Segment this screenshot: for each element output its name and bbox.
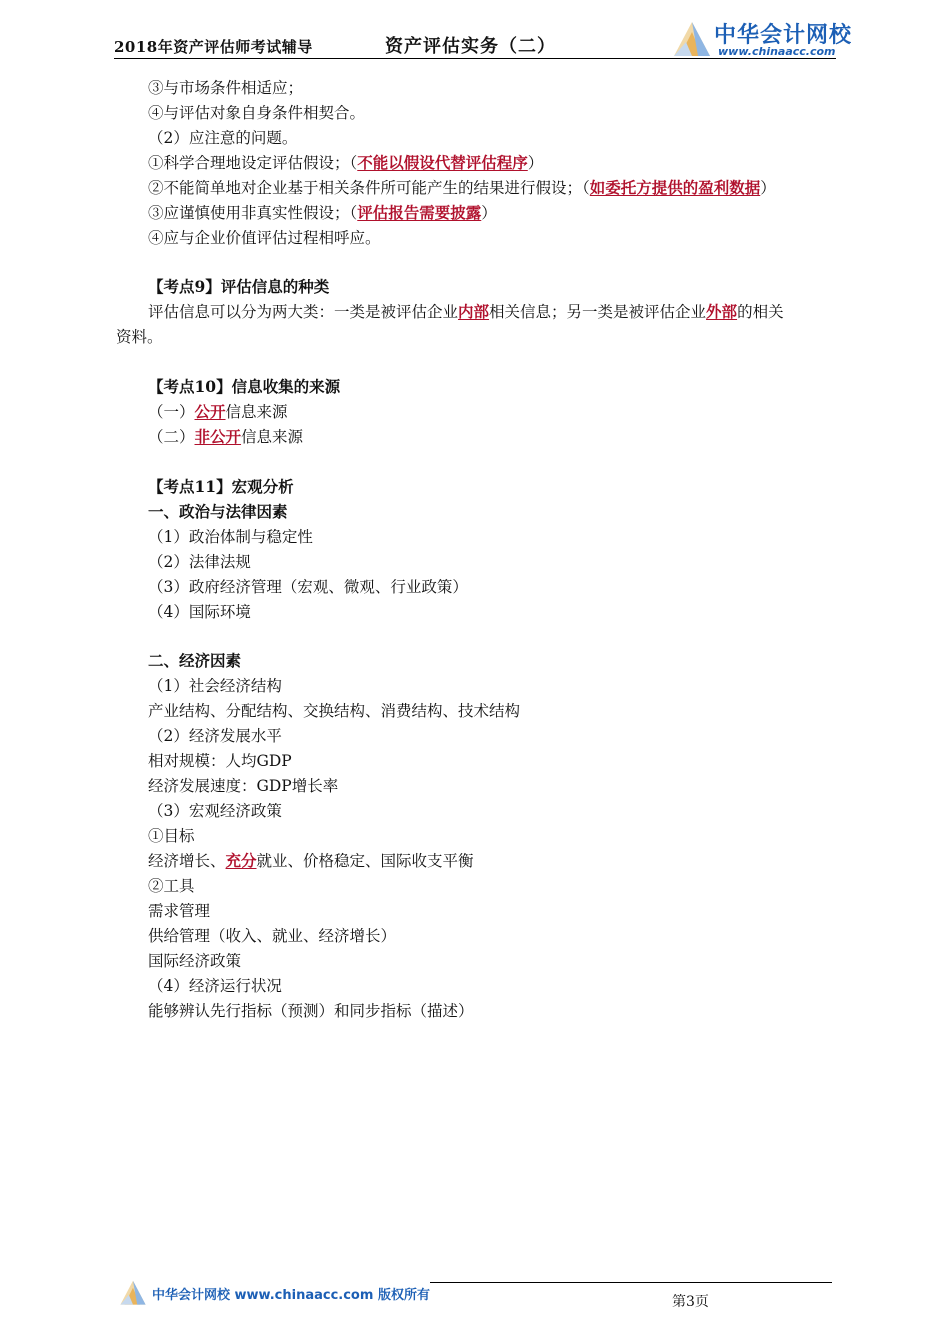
text-line: （1）政治体制与稳定性 [148,528,313,546]
text-line: 相对规模：人均GDP [148,752,292,770]
text-line: （4）国际环境 [148,603,251,621]
text-segment: 信息来源 [225,403,288,421]
key-point-highlight: 充分 [225,851,257,870]
text-line [148,203,497,223]
text-line [148,427,303,447]
text-line: 供给管理（收入、就业、经济增长） [148,927,397,945]
subsection-heading: 一、政治与法律因素 [148,502,288,521]
text-segment: （一） [148,403,195,421]
key-point-highlight: 非公开 [194,427,242,446]
text-line: 经济发展速度：GDP增长率 [148,777,339,795]
text-segment: ） [527,154,544,172]
text-segment: ③应谨慎使用非真实性假设；（ [148,204,358,222]
brand-name: 中华会计网校 [714,23,853,48]
text-segment: ） [760,179,776,197]
key-point-highlight: 不能以假设代替评估程序 [357,153,528,172]
section-heading-9: 【考点9】评估信息的种类 [148,277,330,296]
text-line: ④应与企业价值评估过程相呼应。 [148,229,381,247]
text-line: 国际经济政策 [148,952,242,970]
triangle-logo-icon [672,18,712,58]
section-heading-11: 【考点11】宏观分析 [148,477,294,496]
text-line: ③与市场条件相适应； [148,79,304,97]
text-line: （2）经济发展水平 [148,727,282,745]
key-point-highlight: 评估报告需要披露 [357,203,482,222]
text-segment: 相关信息；另一类是被评估企业 [489,303,707,321]
text-segment: ） [481,204,497,222]
text-line [148,302,784,322]
text-line [148,402,288,422]
text-line [148,851,474,871]
text-segment: ②不能简单地对企业基于相关条件所可能产生的结果进行假设；（ [148,179,590,197]
text-line: （2）应注意的问题。 [148,129,298,147]
text-line: （1）社会经济结构 [148,677,282,695]
text-line: （3）政府经济管理（宏观、微观、行业政策） [148,578,468,596]
course-title: 资产评估实务（二） [385,36,556,57]
text-line: 产业结构、分配结构、交换结构、消费结构、技术结构 [148,702,521,720]
text-line: 能够辨认先行指标（预测）和同步指标（描述） [148,1002,474,1020]
text-segment: ①科学合理地设定评估假设；（ [148,154,358,172]
text-segment: 的相关 [737,303,784,321]
header-divider [114,58,836,59]
text-segment: 经济增长、 [148,852,226,870]
text-line: （3）宏观经济政策 [148,802,282,820]
key-point-highlight: 如委托方提供的盈利数据 [589,178,761,197]
page-header [0,0,950,62]
text-line: ④与评估对象自身条件相契合。 [148,104,366,122]
text-line [148,153,543,173]
text-segment: 评估信息可以分为两大类：一类是被评估企业 [148,303,459,321]
key-point-highlight: 外部 [706,302,738,321]
text-line: （4）经济运行状况 [148,977,282,995]
text-line: 资料。 [116,328,163,346]
brand-logo [672,18,853,60]
footer-divider [430,1282,832,1283]
text-segment: （二） [148,428,195,446]
page-number: 第3页 [672,1294,709,1310]
section-heading-10: 【考点10】信息收集的来源 [148,377,341,396]
text-segment: 信息来源 [241,428,304,446]
text-line: ①目标 [148,827,195,845]
brand-url[interactable]: www.chinaacc.com [718,45,836,58]
exam-series-title: 2018年资产评估师考试辅导 [114,38,313,56]
text-line: 需求管理 [148,902,211,920]
triangle-logo-icon [118,1278,148,1306]
text-line: ②工具 [148,877,195,895]
text-line: （2）法律法规 [148,553,251,571]
key-point-highlight: 公开 [194,402,226,421]
footer-copyright: 中华会计网校 www.chinaacc.com 版权所有 [152,1288,430,1303]
text-line [148,178,776,198]
key-point-highlight: 内部 [458,302,490,321]
text-segment: 就业、价格稳定、国际收支平衡 [256,852,474,870]
subsection-heading: 二、经济因素 [148,651,242,670]
